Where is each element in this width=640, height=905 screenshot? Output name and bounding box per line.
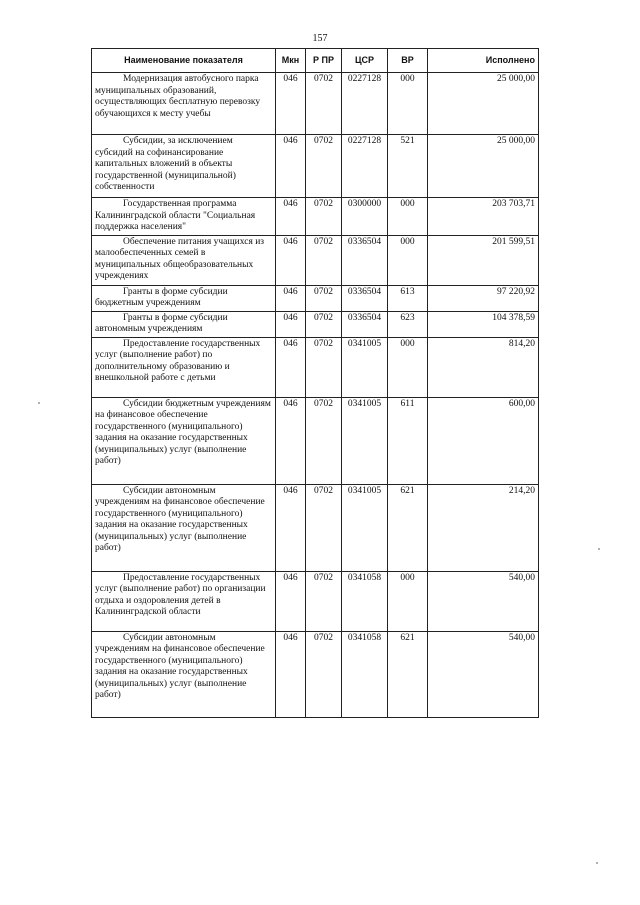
row-vr: 521 <box>388 135 428 198</box>
header-rpr: Р ПР <box>306 49 342 73</box>
table-row <box>92 135 539 198</box>
row-mkn: 046 <box>276 311 306 337</box>
row-amount: 600,00 <box>428 397 539 484</box>
header-indicator-name: Наименование показателя <box>92 49 276 73</box>
row-csr: 0300000 <box>342 198 388 236</box>
row-name: Гранты в форме субсидии бюджетным учреждениям <box>92 285 276 311</box>
table-row <box>92 484 539 571</box>
table-row <box>92 235 539 285</box>
row-name: Предоставление государственных услуг (выполнение работ) по организации отдыха и оздоровления детей в Калининградской области <box>92 571 276 631</box>
row-amount: 25 000,00 <box>428 73 539 135</box>
page-number: 157 <box>312 33 328 44</box>
row-csr: 0341058 <box>342 631 388 717</box>
table-row <box>92 337 539 397</box>
row-csr: 0341005 <box>342 337 388 397</box>
row-mkn: 046 <box>276 397 306 484</box>
row-mkn: 046 <box>276 198 306 236</box>
row-amount: 540,00 <box>428 631 539 717</box>
header-executed: Исполнено <box>428 49 539 73</box>
row-amount: 540,00 <box>428 571 539 631</box>
row-name: Гранты в форме субсидии автономным учреждениям <box>92 311 276 337</box>
row-amount: 203 703,71 <box>428 198 539 236</box>
row-csr: 0227128 <box>342 73 388 135</box>
row-vr: 611 <box>388 397 428 484</box>
row-vr: 000 <box>388 235 428 285</box>
table-row <box>92 198 539 236</box>
row-csr: 0227128 <box>342 135 388 198</box>
row-vr: 623 <box>388 311 428 337</box>
row-amount: 97 220,92 <box>428 285 539 311</box>
row-mkn: 046 <box>276 285 306 311</box>
header-vr: ВР <box>388 49 428 73</box>
row-rpr: 0702 <box>306 235 342 285</box>
row-csr: 0336504 <box>342 235 388 285</box>
row-amount: 201 599,51 <box>428 235 539 285</box>
row-mkn: 046 <box>276 135 306 198</box>
row-name: Модернизация автобусного парка муниципальных образований, осуществляющих бесплатную перевозку обучающихся к месту учебы <box>92 73 276 135</box>
expenditure-table <box>91 48 539 718</box>
header-csr: ЦСР <box>342 49 388 73</box>
row-mkn: 046 <box>276 571 306 631</box>
row-vr: 000 <box>388 571 428 631</box>
row-name: Субсидии автономным учреждениям на финансовое обеспечение государственного (муниципального) задания на оказание государственных (муниципальных) услуг (выполнение работ) <box>92 631 276 717</box>
row-amount: 104 378,59 <box>428 311 539 337</box>
row-name: Предоставление государственных услуг (выполнение работ) по дополнительному образованию и внешкольной работе с детьми <box>92 337 276 397</box>
table-row <box>92 73 539 135</box>
table-row <box>92 311 539 337</box>
row-rpr: 0702 <box>306 631 342 717</box>
table-row <box>92 571 539 631</box>
table-row <box>92 631 539 717</box>
row-rpr: 0702 <box>306 311 342 337</box>
row-rpr: 0702 <box>306 484 342 571</box>
row-amount: 814,20 <box>428 337 539 397</box>
scan-speck <box>598 548 600 550</box>
row-csr: 0336504 <box>342 285 388 311</box>
row-rpr: 0702 <box>306 135 342 198</box>
row-name: Обеспечение питания учащихся из малообеспеченных семей в муниципальных общеобразовательных учреждениях <box>92 235 276 285</box>
scan-speck <box>38 402 40 404</box>
row-vr: 621 <box>388 484 428 571</box>
scan-speck <box>596 862 598 864</box>
row-mkn: 046 <box>276 337 306 397</box>
row-vr: 000 <box>388 198 428 236</box>
row-name: Государственная программа Калининградской области "Социальная поддержка населения" <box>92 198 276 236</box>
row-mkn: 046 <box>276 484 306 571</box>
row-vr: 613 <box>388 285 428 311</box>
row-csr: 0341005 <box>342 484 388 571</box>
row-vr: 000 <box>388 73 428 135</box>
row-rpr: 0702 <box>306 397 342 484</box>
table-header-row <box>92 49 539 73</box>
row-amount: 214,20 <box>428 484 539 571</box>
header-mkn: Мкн <box>276 49 306 73</box>
row-name: Субсидии автономным учреждениям на финансовое обеспечение государственного (муниципального) задания на оказание государственных (муниципальных) услуг (выполнение работ) <box>92 484 276 571</box>
row-csr: 0336504 <box>342 311 388 337</box>
row-vr: 000 <box>388 337 428 397</box>
row-rpr: 0702 <box>306 73 342 135</box>
row-rpr: 0702 <box>306 285 342 311</box>
table-row <box>92 397 539 484</box>
row-csr: 0341005 <box>342 397 388 484</box>
row-vr: 621 <box>388 631 428 717</box>
row-rpr: 0702 <box>306 198 342 236</box>
row-mkn: 046 <box>276 631 306 717</box>
row-csr: 0341058 <box>342 571 388 631</box>
row-rpr: 0702 <box>306 337 342 397</box>
row-name: Субсидии бюджетным учреждениям на финансовое обеспечение государственного (муниципального) задания на оказание государственных (муниципальных) услуг (выполнение работ) <box>92 397 276 484</box>
row-mkn: 046 <box>276 235 306 285</box>
row-amount: 25 000,00 <box>428 135 539 198</box>
row-mkn: 046 <box>276 73 306 135</box>
table-row <box>92 285 539 311</box>
row-name: Субсидии, за исключением субсидий на софинансирование капитальных вложений в объекты государственной (муниципальной) собственности <box>92 135 276 198</box>
row-rpr: 0702 <box>306 571 342 631</box>
